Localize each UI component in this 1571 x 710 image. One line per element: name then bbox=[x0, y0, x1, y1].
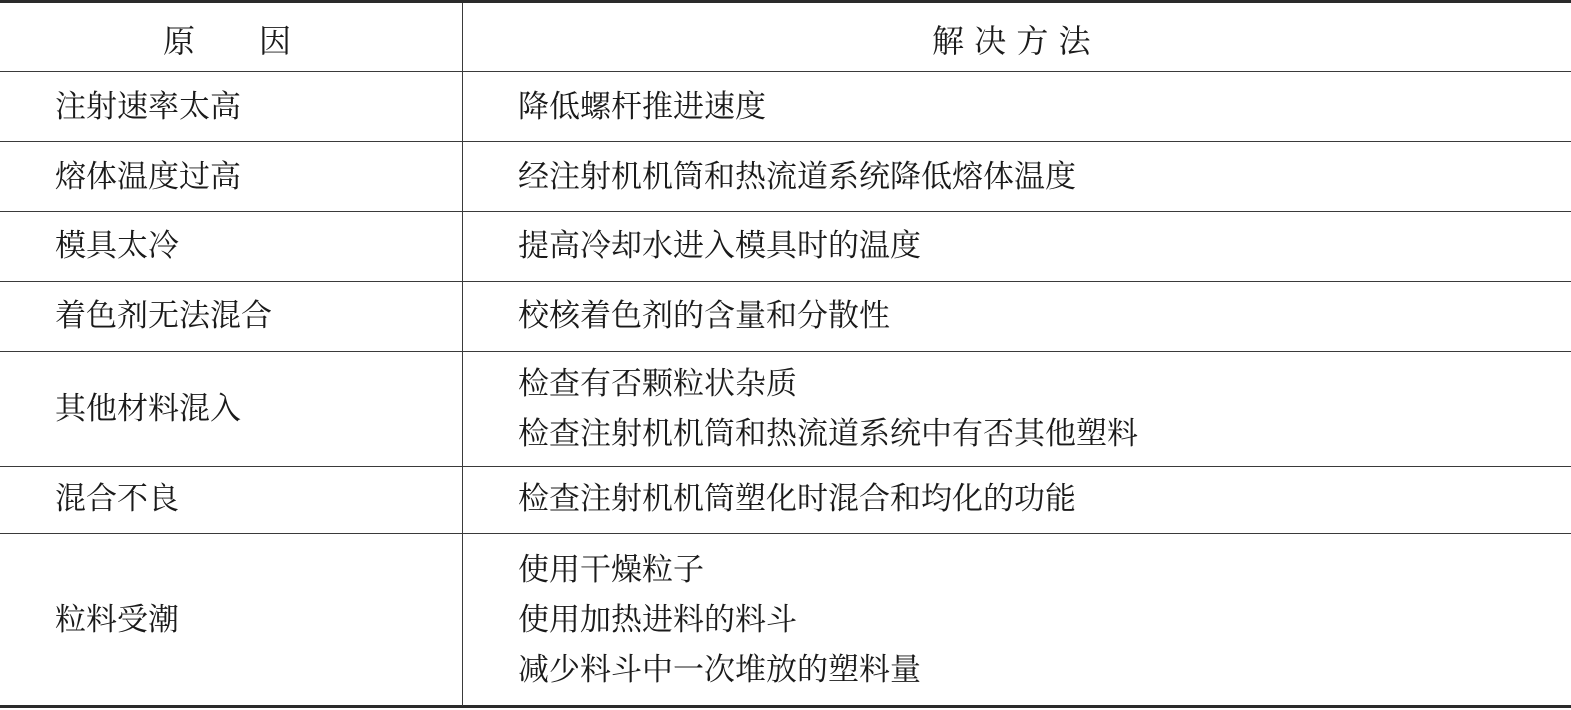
solution-line: 校核着色剂的含量和分散性 bbox=[518, 298, 890, 334]
cause-cell: 模具太冷 bbox=[55, 228, 179, 264]
solution-cell bbox=[518, 82, 766, 132]
row-divider bbox=[0, 281, 1571, 282]
solution-line: 检查注射机机筒和热流道系统中有否其他塑料 bbox=[518, 416, 1138, 452]
solution-line: 经注射机机筒和热流道系统降低熔体温度 bbox=[518, 159, 1076, 195]
solution-line: 检查注射机机筒塑化时混合和均化的功能 bbox=[518, 481, 1076, 517]
column-header-cause: 原 因 bbox=[163, 22, 292, 60]
header-rule bbox=[0, 71, 1571, 72]
solution-cell bbox=[518, 359, 1138, 459]
solution-line: 使用干燥粒子 bbox=[518, 552, 704, 588]
solution-line: 减少料斗中一次堆放的塑料量 bbox=[518, 652, 921, 688]
row-divider bbox=[0, 351, 1571, 352]
solution-line: 降低螺杆推进速度 bbox=[518, 89, 766, 125]
cause-cell: 熔体温度过高 bbox=[55, 159, 241, 195]
solution-line: 提高冷却水进入模具时的温度 bbox=[518, 228, 921, 264]
cause-cell: 其他材料混入 bbox=[55, 391, 241, 427]
cause-cell: 注射速率太高 bbox=[55, 89, 241, 125]
solution-cell bbox=[518, 291, 890, 341]
solution-line: 使用加热进料的料斗 bbox=[518, 602, 797, 638]
solution-cell bbox=[518, 474, 1076, 524]
row-divider bbox=[0, 211, 1571, 212]
cause-cell: 混合不良 bbox=[55, 481, 179, 517]
solution-cell bbox=[518, 152, 1076, 202]
top-rule bbox=[0, 0, 1571, 3]
solution-cell bbox=[518, 221, 921, 271]
cause-cell: 着色剂无法混合 bbox=[55, 298, 272, 334]
column-divider bbox=[462, 3, 463, 706]
row-divider bbox=[0, 141, 1571, 142]
cause-cell: 粒料受潮 bbox=[55, 602, 179, 638]
row-divider bbox=[0, 533, 1571, 534]
column-header-solution: 解 决 方 法 bbox=[932, 22, 1091, 60]
bottom-rule bbox=[0, 705, 1571, 708]
row-divider bbox=[0, 466, 1571, 467]
solution-cell bbox=[518, 545, 921, 695]
solution-line: 检查有否颗粒状杂质 bbox=[518, 366, 797, 402]
